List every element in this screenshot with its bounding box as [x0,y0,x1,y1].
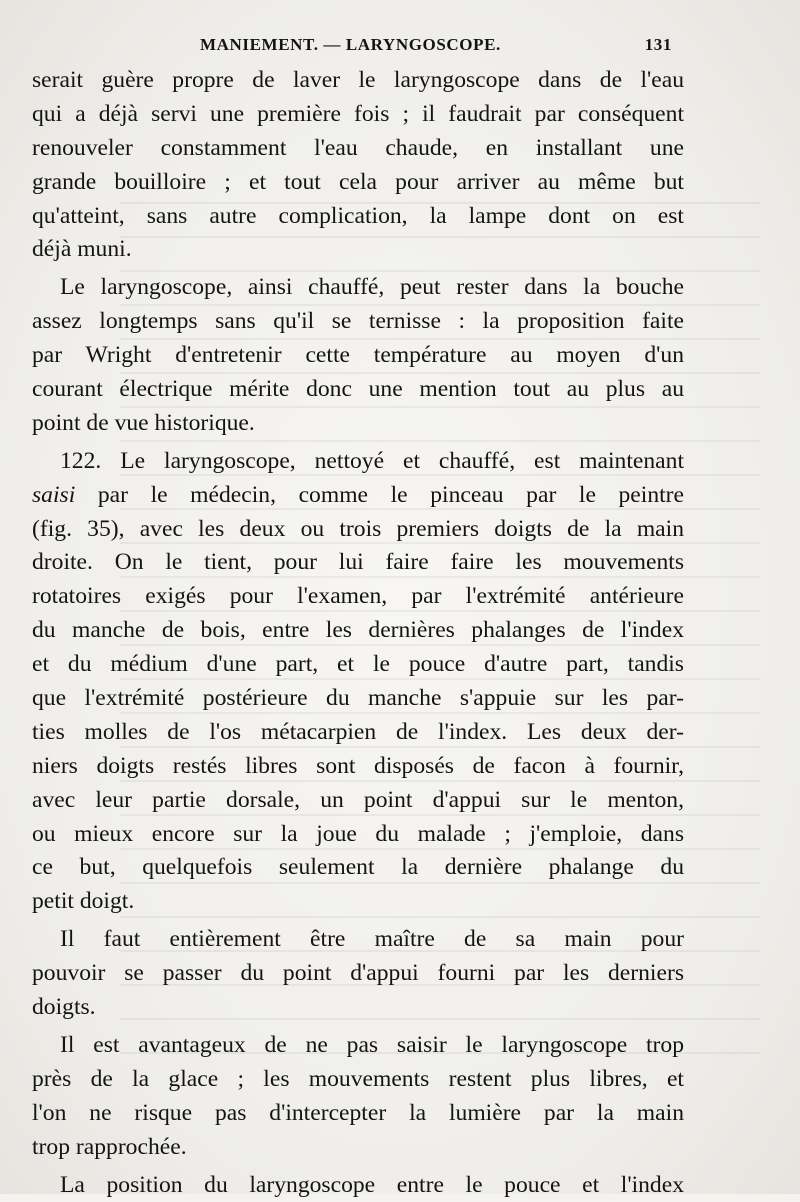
body-text [32,64,684,1202]
text-line: trop rapprochée. [32,1131,684,1165]
text-line: que l'extrémité postérieure du manche s'appuie sur les par- [32,682,684,716]
text-line: près de la glace ; les mouvements restent plus libres, et [32,1063,684,1097]
text-line: courant électrique mérite donc une mention tout au plus au [32,373,684,407]
text-line: assez longtemps sans qu'il se ternisse : la proposition faite [32,305,684,339]
text-line: renouveler constamment l'eau chaude, en installant une [32,132,684,166]
text-line: du manche de bois, entre les dernières phalanges de l'index [32,614,684,648]
italic-word: saisi [32,482,75,508]
text-line: l'on ne risque pas d'intercepter la lumière par la main [32,1097,684,1131]
text-line: Le laryngoscope, ainsi chauffé, peut rester dans la bouche [32,271,684,305]
text-line: serait guère propre de laver le laryngoscope dans de l'eau [32,64,684,98]
text-line: qui a déjà servi une première fois ; il faudrait par conséquent [32,98,684,132]
running-title: MANIEMENT. — LARYNGOSCOPE. [200,35,501,55]
text-line: grande bouilloire ; et tout cela pour arriver au même but [32,166,684,200]
text-line: droite. On le tient, pour lui faire faire les mouvements [32,546,684,580]
text-line-with-italic: saisi par le médecin, comme le pinceau par le peintre [32,479,684,513]
text-line: qu'atteint, sans autre complication, la lampe dont on est [32,200,684,234]
running-header [200,33,672,57]
text-line: La position du laryngoscope entre le pouce et l'index [32,1169,684,1202]
text-line: ou mieux encore sur la joue du malade ; j'emploie, dans [32,818,684,852]
text-line: rotatoires exigés pour l'examen, par l'extrémité antérieure [32,580,684,614]
text-line: doigts. [32,991,684,1025]
text-line: Il faut entièrement être maître de sa main pour [32,923,684,957]
text-line: (fig. 35), avec les deux ou trois premiers doigts de la main [32,513,684,547]
text-line: déjà muni. [32,233,684,267]
text-line: niers doigts restés libres sont disposés de facon à fournir, [32,750,684,784]
text-line: avec leur partie dorsale, un point d'appui sur le menton, [32,784,684,818]
text-line: ce but, quelquefois seulement la dernière phalange du [32,851,684,885]
text-line: point de vue historique. [32,407,684,441]
text-line: pouvoir se passer du point d'appui fourni par les derniers [32,957,684,991]
text-line: par Wright d'entretenir cette température au moyen d'un [32,339,684,373]
section-122-first-line: 122. Le laryngoscope, nettoyé et chauffé, est maintenant [32,445,684,479]
page-number: 131 [645,35,672,55]
text-line: ties molles de l'os métacarpien de l'index. Les deux der- [32,716,684,750]
text-line: Il est avantageux de ne pas saisir le laryngoscope trop [32,1029,684,1063]
text-line: et du médium d'une part, et le pouce d'autre part, tandis [32,648,684,682]
text-line: petit doigt. [32,885,684,919]
